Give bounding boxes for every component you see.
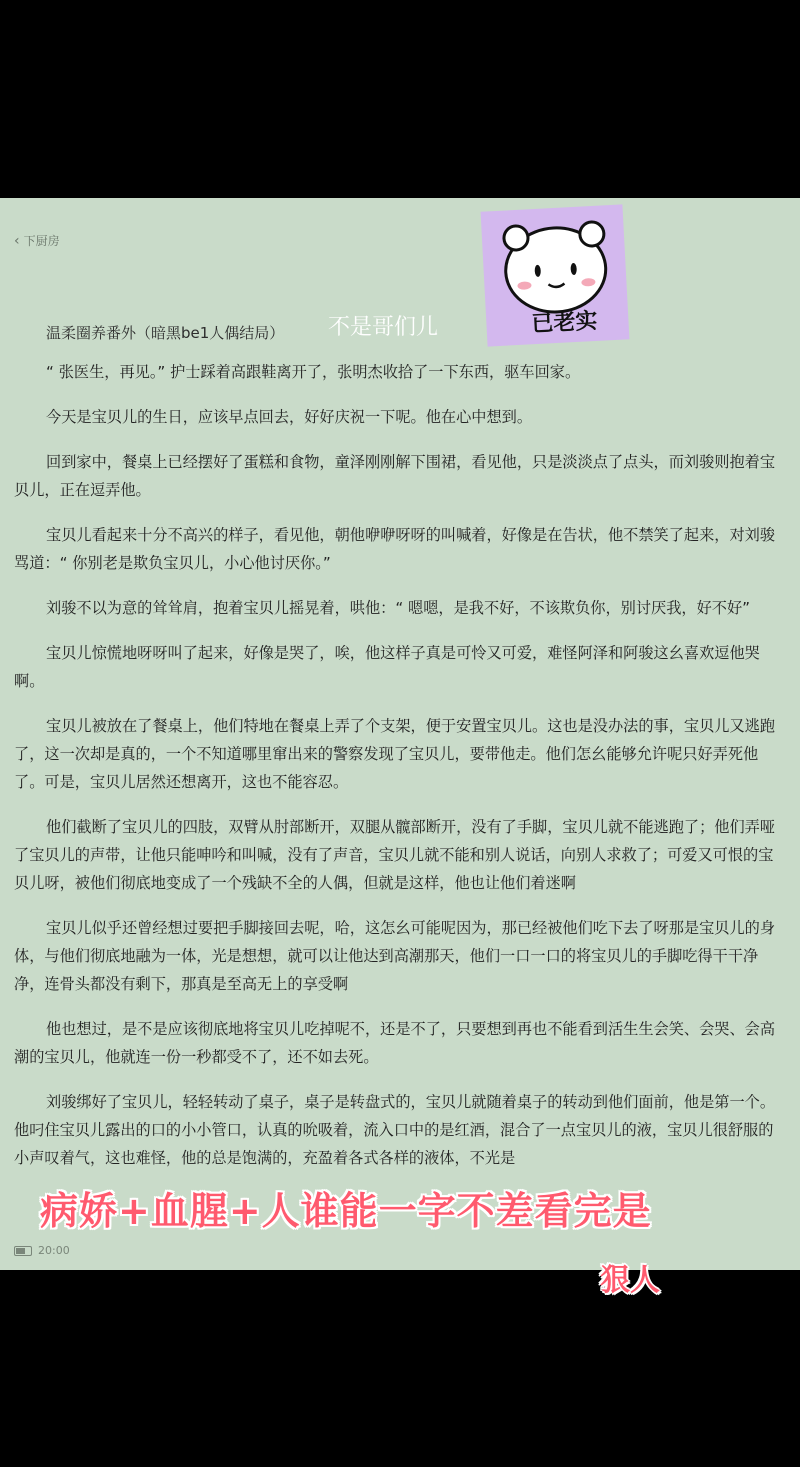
back-button[interactable] xyxy=(14,232,60,249)
paragraph: 宝贝儿被放在了餐桌上，他们特地在餐桌上弄了个支架，便于安置宝贝儿。这也是没办法的事，宝贝儿又逃跑了，这一次却是真的，一个不知道哪里窜出来的警察发现了宝贝儿，要带他走。他们怎幺能够允许呢只好弄死他了。可是，宝贝儿居然还想离开，这也不能容忍。 xyxy=(14,717,775,791)
caption-line-1: 病娇+血腥+人谁能一字不差看完是 xyxy=(40,1189,652,1233)
status-bar xyxy=(14,1244,70,1257)
paragraph: 回到家中，餐桌上已经摆好了蛋糕和食物，童泽刚刚解下围裙，看见他，只是淡淡点了点头，而刘骏则抱着宝贝儿，正在逗弄他。 xyxy=(14,453,775,499)
paragraph: 宝贝儿惊慌地呀呀叫了起来，好像是哭了，唉，他这样子真是可怜又可爱，难怪阿泽和阿骏这幺喜欢逗他哭啊。 xyxy=(14,644,760,690)
chapter-title: 温柔圈养番外（暗黑be1人偶结局） xyxy=(46,324,285,342)
paragraph: 刘骏绑好了宝贝儿，轻轻转动了桌子，桌子是转盘式的，宝贝儿就随着桌子的转动到他们面前，他是第一个。他叼住宝贝儿露出的口的小小管口，认真的吮吸着，流入口中的是红酒，混合了一点宝贝儿的液，宝贝儿很舒服的小声叹着气，这也难怪，他的总是饱满的，充盈着各式各样的液体，不光是 xyxy=(14,1093,775,1167)
reader-page xyxy=(0,198,800,1270)
sticker-image xyxy=(481,204,630,346)
paragraph: 他们截断了宝贝儿的四肢，双臂从肘部断开，双腿从髋部断开，没有了手脚，宝贝儿就不能逃跑了；他们弄哑了宝贝儿的声带，让他只能呻吟和叫喊，没有了声音，宝贝儿就不能和别人说话，向别人求救了；可爱又可恨的宝贝儿呀，被他们彻底地变成了一个残缺不全的人偶，但就是这样，他也让他们着迷啊 xyxy=(14,818,775,892)
chevron-left-icon: ‹ xyxy=(14,232,20,249)
caption-line-2: 狠人 xyxy=(600,1263,660,1298)
status-time: 20:00 xyxy=(38,1244,70,1257)
paragraph: 宝贝儿似乎还曾经想过要把手脚接回去呢，哈，这怎幺可能呢因为，那已经被他们吃下去了呀那是宝贝儿的身体，与他们彻底地融为一体，光是想想，就可以让他达到高潮那天，他们一口一口的将宝贝儿的手脚吃得干干净净，连骨头都没有剩下，那真是至高无上的享受啊 xyxy=(14,919,775,993)
paragraph: “ 张医生，再见。” 护士踩着高跟鞋离开了，张明杰收拾了一下东西，驱车回家。 xyxy=(46,363,581,381)
overlay-text: 不是哥们儿 xyxy=(328,315,439,340)
paragraph: 宝贝儿看起来十分不高兴的样子，看见他，朝他咿咿呀呀的叫喊着，好像是在告状，他不禁笑了起来，对刘骏骂道：“ 你别老是欺负宝贝儿，小心他讨厌你。” xyxy=(14,526,775,572)
chapter-content xyxy=(14,358,788,1189)
battery-icon xyxy=(14,1246,32,1256)
sticker-label: 已老实 xyxy=(530,308,599,338)
paragraph: 他也想过，是不是应该彻底地将宝贝儿吃掉呢不，还是不了，只要想到再也不能看到活生生会笑、会哭、会高潮的宝贝儿，他就连一份一秒都受不了，还不如去死。 xyxy=(14,1020,775,1066)
back-label: 下厨房 xyxy=(23,234,60,248)
paragraph: 今天是宝贝儿的生日，应该早点回去，好好庆祝一下呢。他在心中想到。 xyxy=(46,408,532,426)
paragraph: 刘骏不以为意的耸耸肩，抱着宝贝儿摇晃着，哄他：“ 嗯嗯，是我不好，不该欺负你，别讨厌我，好不好” xyxy=(46,599,751,617)
